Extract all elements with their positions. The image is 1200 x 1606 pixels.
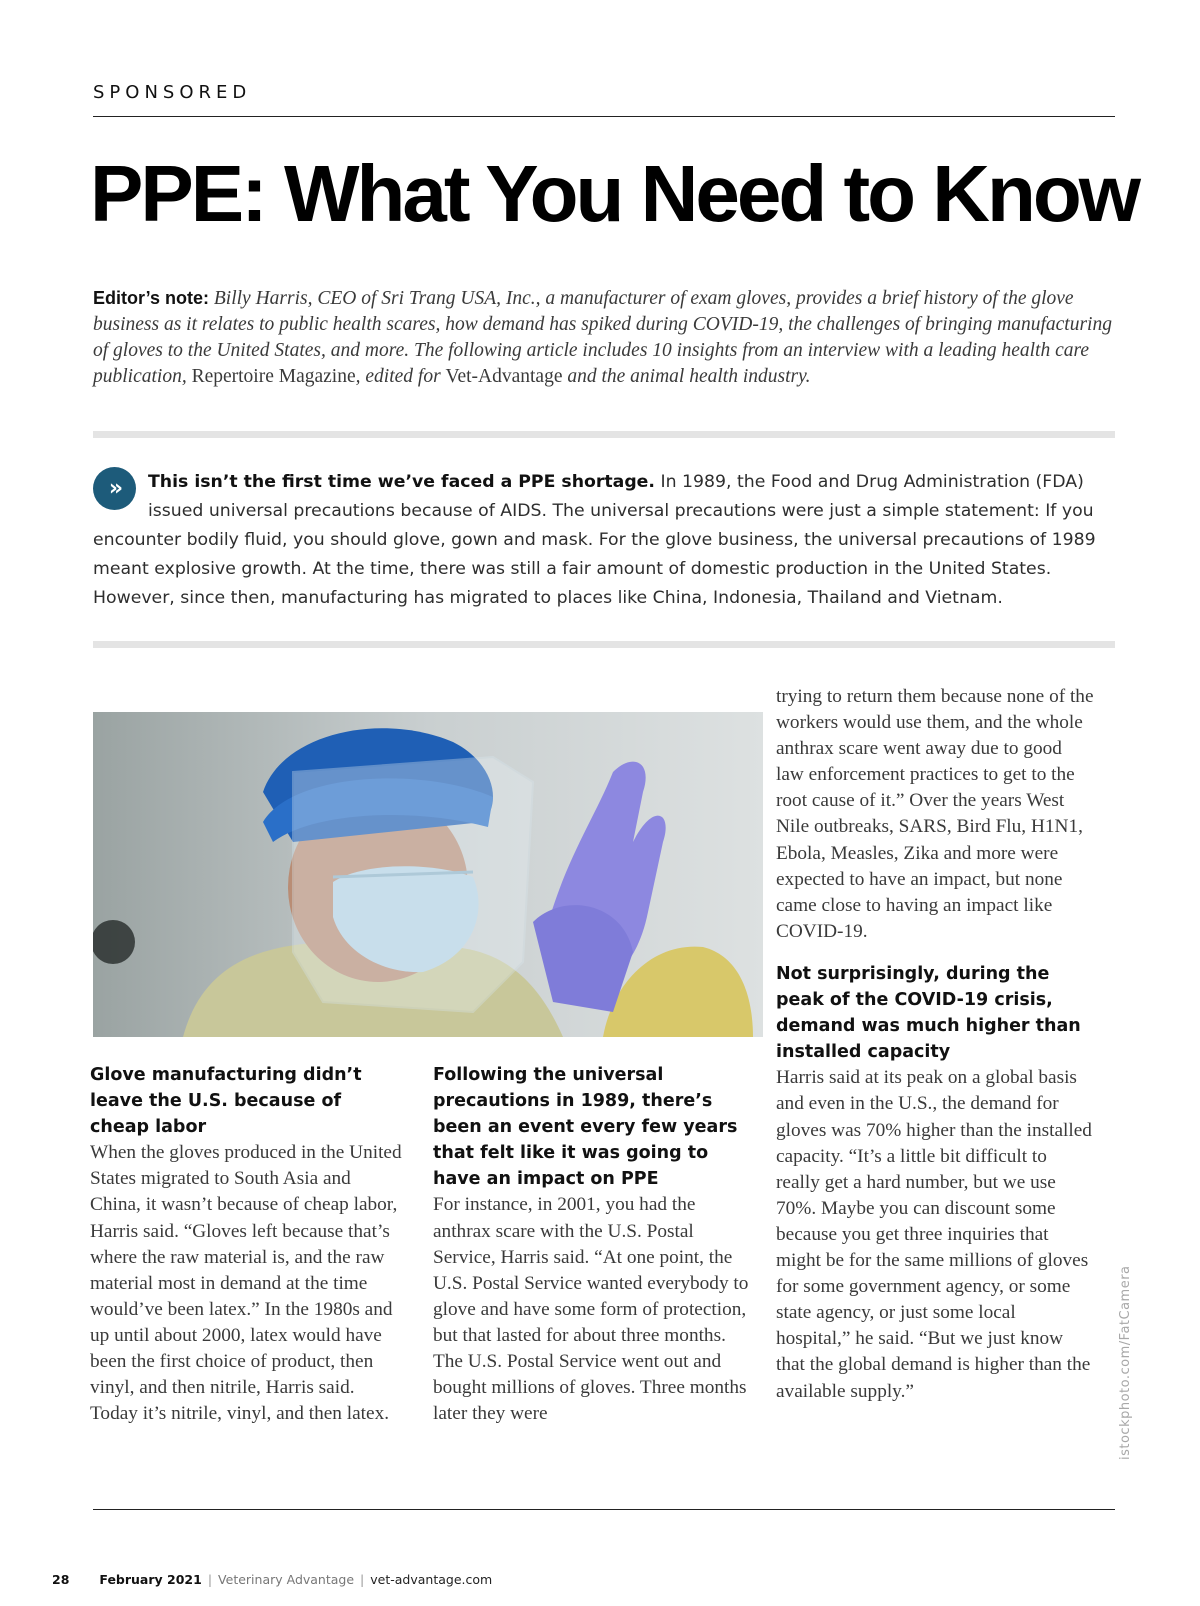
insight-lead: This isn’t the first time we’ve faced a PPE shortage.: [148, 472, 655, 492]
health-worker-photo: [93, 712, 763, 1037]
insight-body: In 1989, the Food and Drug Administration (FDA) issued universal precautions because of AIDS. The universal precautions were just a simple statement: If you encounter bodily fluid, you should glove, gown and mask. For the glove business, the universal precautions of 1989 meant explosive growth. At the time, there was still a fair amount of domestic production in the United States. However, since then, manufacturing has migrated to places like China, Indonesia, Thailand and Vietnam.: [93, 472, 1096, 608]
issue-date: February 2021: [99, 1572, 202, 1587]
article-photo: [93, 712, 763, 1037]
column-1-heading: Glove manufacturing didn’t leave the U.S. because of cheap labor: [90, 1065, 362, 1138]
section-kicker: SPONSORED: [93, 82, 252, 103]
column-2: [433, 1062, 751, 1427]
column-1-body: When the gloves produced in the United States migrated to South Asia and China, it wasn’t because of cheap labor, Harris said. “Gloves left because that’s where the raw material is, and the raw material most in demand at the time would’ve been latex.” In the 1980s and up until about 2000, latex would have been the first choice of product, then vinyl, and then nitrile, Harris said. Today it’s nitrile, vinyl, and then latex.: [90, 1142, 402, 1425]
divider-bar: [93, 641, 1115, 648]
magazine-name: Veterinary Advantage: [218, 1572, 355, 1587]
editors-note-label: Editor’s note:: [93, 288, 209, 308]
editors-note-text: Billy Harris, CEO of Sri Trang USA, Inc., a manufacturer of exam gloves, provides a brief history of the glove business as it relates to public health scares, how demand has spiked during COVID-19, the challenges of bringing manufacturing of gloves to the United States, and more. The following article includes 10 insights from an interview with a leading health care publication,: [93, 288, 1112, 387]
article-title: PPE: What You Need to Know: [90, 149, 1138, 238]
insight-callout: [93, 468, 1123, 613]
divider-bar: [93, 431, 1115, 438]
publication-name: Repertoire Magazine: [191, 366, 356, 387]
column-3-section: [776, 961, 1094, 1405]
column-3-continued-text: trying to return them because none of the workers would use them, and the whole anthrax scare went away due to good law enforcement practices to get to the root cause of it.” Over the years West Nile outbreaks, SARS, Bird Flu, H1N1, Ebola, Measles, Zika and more were expected to have an impact, but none came close to having an impact like COVID-19.: [776, 686, 1094, 942]
column-3-body: Harris said at its peak on a global basis and even in the U.S., the demand for gloves was 70% higher than the installed capacity. “It’s a little bit difficult to really get a hard number, but we use 70%. Maybe you can discount some because you get three inquiries that might be for the same millions of gloves for some government agency, or some state agency, or just some local hospital,” he said. “But we just know that the global demand is higher than the available supply.”: [776, 1067, 1092, 1402]
page-footer: [52, 1572, 492, 1587]
column-3-continued: [776, 684, 1094, 945]
footer-separator: |: [207, 1572, 213, 1587]
publication-name: Vet-Advantage: [445, 366, 563, 387]
column-2-body: For instance, in 2001, you had the anthrax scare with the U.S. Postal Service, Harris said. “At one point, the U.S. Postal Service wanted everybody to glove and have some form of protection, but that lasted for about three months. The U.S. Postal Service went out and bought millions of gloves. Three months later they were: [433, 1194, 749, 1425]
column-3-heading: Not surprisingly, during the peak of the COVID-19 crisis, demand was much higher than installed capacity: [776, 964, 1081, 1063]
website-link[interactable]: vet-advantage.com: [370, 1572, 493, 1587]
footer-rule: [93, 1509, 1115, 1510]
editors-note-text: and the animal health industry.: [567, 366, 811, 387]
footer-separator: |: [360, 1572, 365, 1587]
header-rule: [93, 116, 1115, 117]
editors-note-text: , edited for: [355, 366, 441, 387]
column-1: [90, 1062, 402, 1427]
page-number: 28: [52, 1572, 70, 1587]
double-chevron-icon: »: [93, 467, 136, 510]
column-2-heading: Following the universal precautions in 1989, there’s been an event every few years that felt like it was going to have an impact on PPE: [433, 1065, 738, 1190]
photo-credit: istockphoto.com/FatCamera: [1118, 1265, 1133, 1460]
editors-note: [93, 285, 1118, 390]
